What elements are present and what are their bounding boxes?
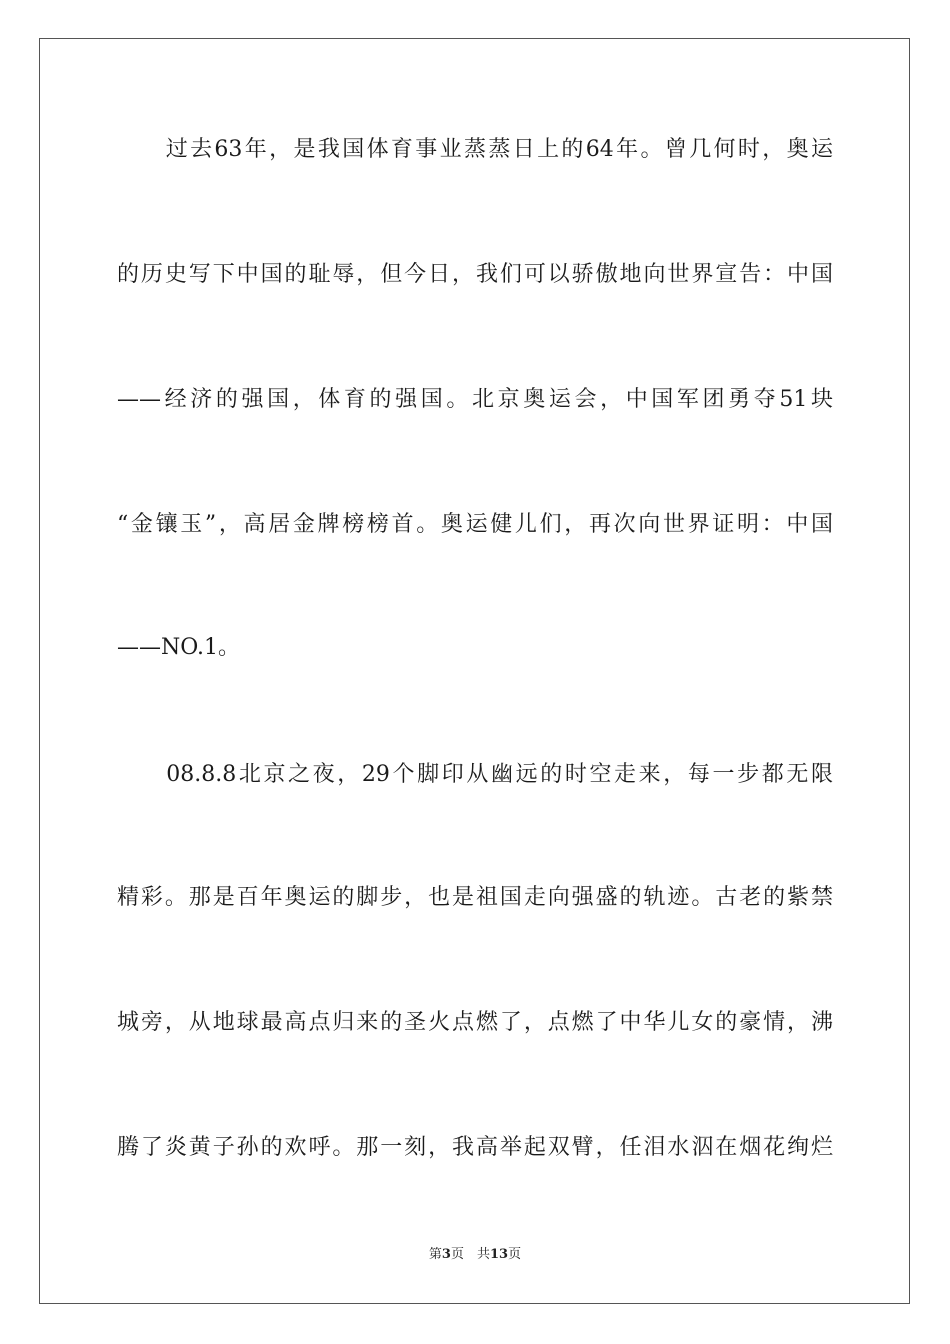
paragraph-2-line-1: 08.8.8北京之夜，29个脚印从幽远的时空走来，每一步都无限 [117, 762, 833, 787]
page-total: 13 [489, 1247, 509, 1262]
paragraph-2-line-3: 城旁，从地球最高点归来的圣火点燃了，点燃了中华儿女的豪情，沸 [117, 1010, 833, 1035]
page-footer [0, 1246, 950, 1264]
paragraph-1-line-5: ——NO.1。 [117, 635, 240, 660]
paragraph-1-line-4: “金镶玉”，高居金牌榜榜首。奥运健儿们，再次向世界证明：中国 [117, 512, 833, 537]
page-border [39, 38, 910, 1304]
paragraph-1-line-3: ——经济的强国，体育的强国。北京奥运会，中国军团勇夺51块 [117, 387, 833, 412]
paragraph-2-line-4: 腾了炎黄子孙的欢呼。那一刻，我高举起双臂，任泪水泅在烟花绚烂 [117, 1135, 833, 1160]
page-prefix: 第 [428, 1247, 442, 1262]
paragraph-1-line-1: 过去63年，是我国体育事业蒸蒸日上的64年。曾几何时，奥运 [117, 137, 833, 162]
page-suffix: 页 [508, 1247, 522, 1262]
page-mid: 页 共 [450, 1247, 490, 1262]
page-current: 3 [441, 1247, 451, 1262]
paragraph-2-line-2: 精彩。那是百年奥运的脚步，也是祖国走向强盛的轨迹。古老的紫禁 [117, 885, 833, 910]
paragraph-1-line-2: 的历史写下中国的耻辱，但今日，我们可以骄傲地向世界宣告：中国 [117, 262, 833, 287]
